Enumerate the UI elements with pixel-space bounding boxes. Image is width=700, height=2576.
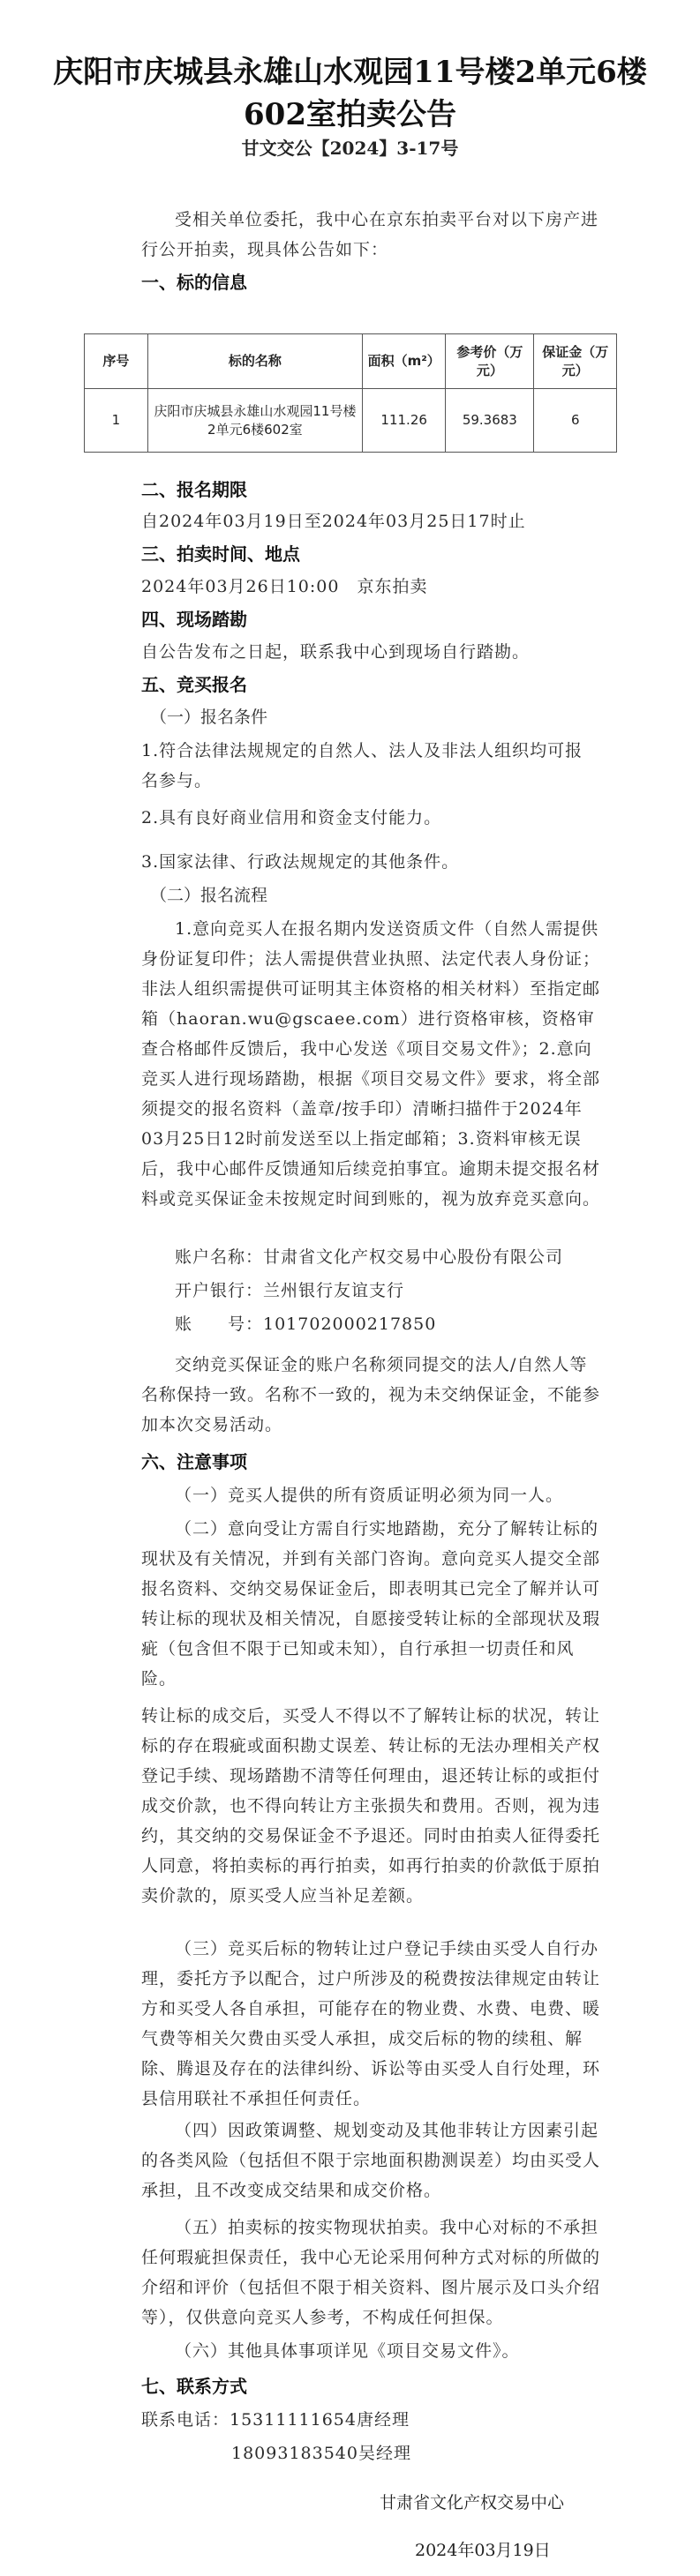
lot-table	[84, 333, 617, 453]
note-3: （三）竞买后标的物转让过户登记手续由买受人自行办理，委托方予以配合，过户所涉及的税费按法律规定由转让方和买受人各自承担，可能存在的物业费、水费、电费、暖气费等相关欠费由买受人承担，成交后标的物的续租、解除、腾退及存在的法律纠纷、诉讼等由买受人自行处理，环县信用联社不承担任何责任。	[141, 1939, 601, 2108]
table-cell: 庆阳市庆城县永雄山水观园11号楼2单元6楼602室	[147, 389, 362, 453]
section-heading-registration: 五、竞买报名	[141, 674, 247, 695]
deposit-note: 交纳竞买保证金的账户名称须同提交的法人/自然人等名称保持一致。名称不一致的，视为未交纳保证金，不能参加本次交易活动。	[141, 1355, 601, 1434]
section-heading-lot-info: 一、标的信息	[141, 272, 247, 293]
section-heading-registration-period: 二、报名期限	[141, 479, 247, 500]
table-header-row	[85, 334, 617, 389]
contact-phone-2: 18093183540吴经理	[231, 2444, 411, 2463]
section-heading-auction-time: 三、拍卖时间、地点	[141, 543, 300, 565]
table-header-cell: 标的名称	[147, 334, 362, 389]
section-heading-site-visit: 四、现场踏勘	[141, 609, 247, 630]
table-cell: 111.26	[363, 389, 446, 453]
page-title: 庆阳市庆城县永雄山水观园11号楼2单元6楼602室拍卖公告	[53, 55, 647, 132]
table-header-cell: 序号	[85, 334, 148, 389]
site-visit-text: 自公告发布之日起，联系我中心到现场自行踏勘。	[141, 642, 531, 662]
account-name: 账户名称：甘肃省文化产权交易中心股份有限公司	[175, 1247, 564, 1267]
table-header-cell: 面积（m²）	[363, 334, 446, 389]
note-1: （一）竞买人提供的所有资质证明必须为同一人。	[175, 1486, 564, 1505]
table-cell: 6	[534, 389, 617, 453]
note-5: （五）拍卖标的按实物现状拍卖。我中心对标的不承担任何瑕疵担保责任，我中心无论采用何种方式对标的所做的介绍和评价（包括但不限于相关资料、图片展示及口头介绍等），仅供意向竞买人参考，不构成任何担保。	[141, 2218, 601, 2327]
document-number: 甘文交公【2024】3-17号	[241, 138, 459, 159]
signature-date: 2024年03月19日	[415, 2541, 551, 2560]
contact-phone-1: 联系电话：15311111654唐经理	[141, 2410, 410, 2430]
table-header-cell: 保证金（万元）	[534, 334, 617, 389]
subheading-process: （二）报名流程	[150, 886, 268, 905]
table-header-cell: 参考价（万元）	[446, 334, 534, 389]
condition-3: 3.国家法律、行政法规规定的其他条件。	[141, 852, 460, 872]
note-2: （二）意向受让方需自行实地踏勘，充分了解转让标的现状及有关情况，并到有关部门咨询。意向竞买人提交全部报名资料、交纳交易保证金后，即表明其已完全了解并认可转让标的现状及相关情况，自愿接受转让标的全部现状及瑕疵（包含但不限于已知或未知），自行承担一切责任和风险。	[141, 1519, 601, 1689]
section-heading-notes: 六、注意事项	[141, 1451, 247, 1472]
signature-organization: 甘肃省文化产权交易中心	[380, 2493, 565, 2512]
note-4: （四）因政策调整、规划变动及其他非转让方因素引起的各类风险（包括但不限于宗地面积勘测误差）均由买受人承担，且不改变成交结果和成交价格。	[141, 2121, 601, 2200]
condition-2: 2.具有良好商业信用和资金支付能力。	[141, 808, 442, 827]
condition-1: 1.符合法律法规规定的自然人、法人及非法人组织均可报名参与。	[141, 741, 583, 790]
note-2-continued: 转让标的成交后，买受人不得以不了解转让标的状况，转让标的存在瑕疵或面积勘丈误差、转让标的无法办理相关产权登记手续、现场踏勘不清等任何理由，退还转让标的或拒付成交价款，也不得向转让方主张损失和费用。否则，视为违约，其交纳的交易保证金不予退还。同时由拍卖人征得委托人同意，将拍卖标的再行拍卖，如再行拍卖的价款低于原拍卖价款的，原买受人应当补足差额。	[141, 1706, 601, 1906]
intro-paragraph: 受相关单位委托，我中心在京东拍卖平台对以下房产进行公开拍卖，现具体公告如下：	[141, 210, 599, 259]
table-cell: 1	[85, 389, 148, 453]
registration-period-text: 自2024年03月19日至2024年03月25日17时止	[141, 512, 526, 531]
note-6: （六）其他具体事项详见《项目交易文件》。	[175, 2341, 520, 2361]
section-heading-contact: 七、联系方式	[141, 2376, 247, 2397]
registration-process-text: 1.意向竞买人在报名期内发送资质文件（自然人需提供身份证复印件；法人需提供营业执照、法定代表人身份证；非法人组织需提供可证明其主体资格的相关材料）至指定邮箱（haoran.wu@gscaee.com）进行资格审核，资格审查合格邮件反馈后，我中心发送《项目交易文件》；2.意向竞买人进行现场踏勘，根据《项目交易文件》要求，将全部须提交的报名资料（盖章/按手印）清晰扫描件于2024年03月25日12时前发送至以上指定邮箱；3.资料审核无误后，我中心邮件反馈通知后续竞拍事宜。逾期未提交报名材料或竞买保证金未按规定时间到账的，视为放弃竞买意向。	[141, 919, 601, 1209]
table-row	[85, 389, 617, 453]
bank-name: 开户银行：兰州银行友谊支行	[175, 1281, 405, 1300]
subheading-conditions: （一）报名条件	[150, 708, 268, 727]
table-cell: 59.3683	[446, 389, 534, 453]
auction-time-text: 2024年03月26日10:00 京东拍卖	[141, 577, 428, 596]
account-number: 账 号：101702000217850	[175, 1314, 437, 1334]
